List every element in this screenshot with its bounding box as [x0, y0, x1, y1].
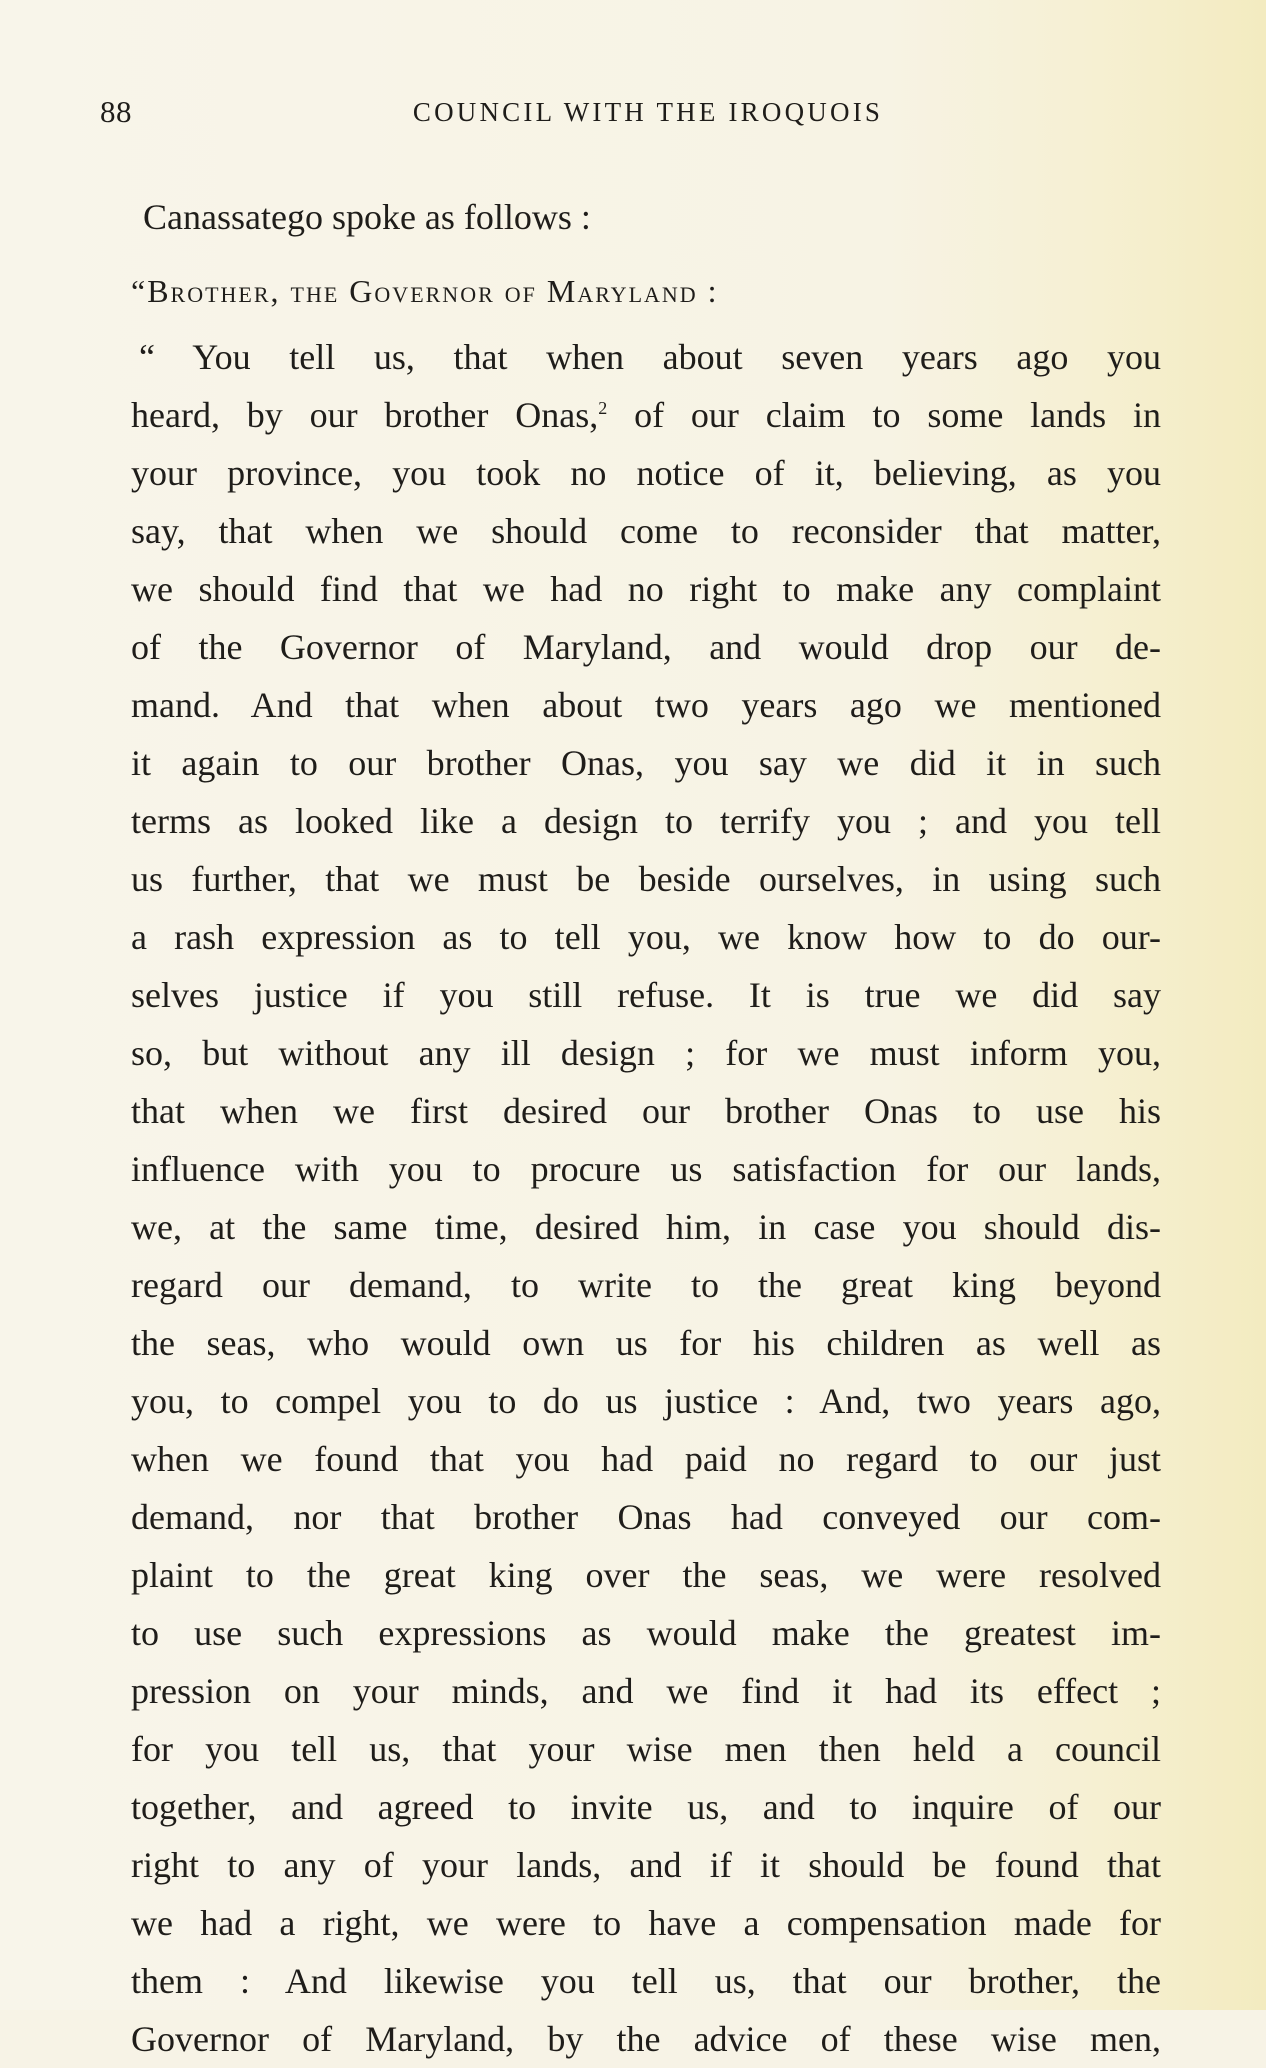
text-line: regard our demand, to write to the great king beyond	[131, 1265, 1161, 1305]
text-line: selves justice if you still refuse. It is true we did say	[131, 975, 1161, 1015]
text-line: Governor of Maryland, by the advice of these wise men,	[131, 2019, 1161, 2059]
text-segment: of our claim to some lands in	[634, 395, 1161, 435]
text-line: you, to compel you to do us justice : And, two years ago,	[131, 1381, 1161, 1421]
text-line: for you tell us, that your wise men then held a council	[131, 1729, 1161, 1769]
text-line: so, but without any ill design ; for we must inform you,	[131, 1033, 1161, 1073]
text-line: a rash expression as to tell you, we know how to do our-	[131, 917, 1161, 957]
text-line: we had a right, we were to have a compensation made for	[131, 1903, 1161, 1943]
text-line: together, and agreed to invite us, and to inquire of our	[131, 1787, 1161, 1827]
text-line: terms as looked like a design to terrify you ; and you tell	[131, 801, 1161, 841]
text-line: mand. And that when about two years ago we mentioned	[131, 685, 1161, 725]
text-line: right to any of your lands, and if it should be found that	[131, 1845, 1161, 1885]
text-line: we, at the same time, desired him, in case you should dis-	[131, 1207, 1161, 1247]
text-line: it again to our brother Onas, you say we did it in such	[131, 743, 1161, 783]
text-line: the seas, who would own us for his children as well as	[131, 1323, 1161, 1363]
page-header	[100, 92, 1160, 132]
text-line: pression on your minds, and we find it had its effect ;	[131, 1671, 1161, 1711]
text-line: to use such expressions as would make the greatest im-	[131, 1613, 1161, 1653]
page-number: 88	[100, 94, 132, 129]
text-line: them : And likewise you tell us, that our brother, the	[131, 1961, 1161, 2001]
text-line: say, that when we should come to reconsider that matter,	[131, 511, 1161, 551]
text-line: when we found that you had paid no regard to our just	[131, 1439, 1161, 1479]
footnote-marker: 2	[598, 398, 608, 418]
text-line: us further, that we must be beside ourselves, in using such	[131, 859, 1161, 899]
text-line: your province, you took no notice of it, believing, as you	[131, 453, 1161, 493]
text-line: of the Governor of Maryland, and would drop our de-	[131, 627, 1161, 667]
text-line: “ You tell us, that when about seven years ago you	[139, 337, 1161, 377]
address-line: “Brother, the Governor of Maryland :	[131, 273, 719, 309]
page-body-text	[131, 188, 1161, 2068]
text-line-with-footnote	[131, 386, 1161, 444]
text-segment: heard, by our brother Onas,	[131, 395, 599, 435]
text-line: demand, nor that brother Onas had conveyed our com-	[131, 1497, 1161, 1537]
text-line: we should find that we had no right to make any complaint	[131, 569, 1161, 609]
text-line: that when we first desired our brother Onas to use his	[131, 1091, 1161, 1131]
text-line: plaint to the great king over the seas, we were resolved	[131, 1555, 1161, 1595]
opening-line: Canassatego spoke as follows :	[143, 197, 591, 237]
running-head: COUNCIL WITH THE IROQUOIS	[412, 97, 884, 127]
text-line: influence with you to procure us satisfaction for our lands,	[131, 1149, 1161, 1189]
